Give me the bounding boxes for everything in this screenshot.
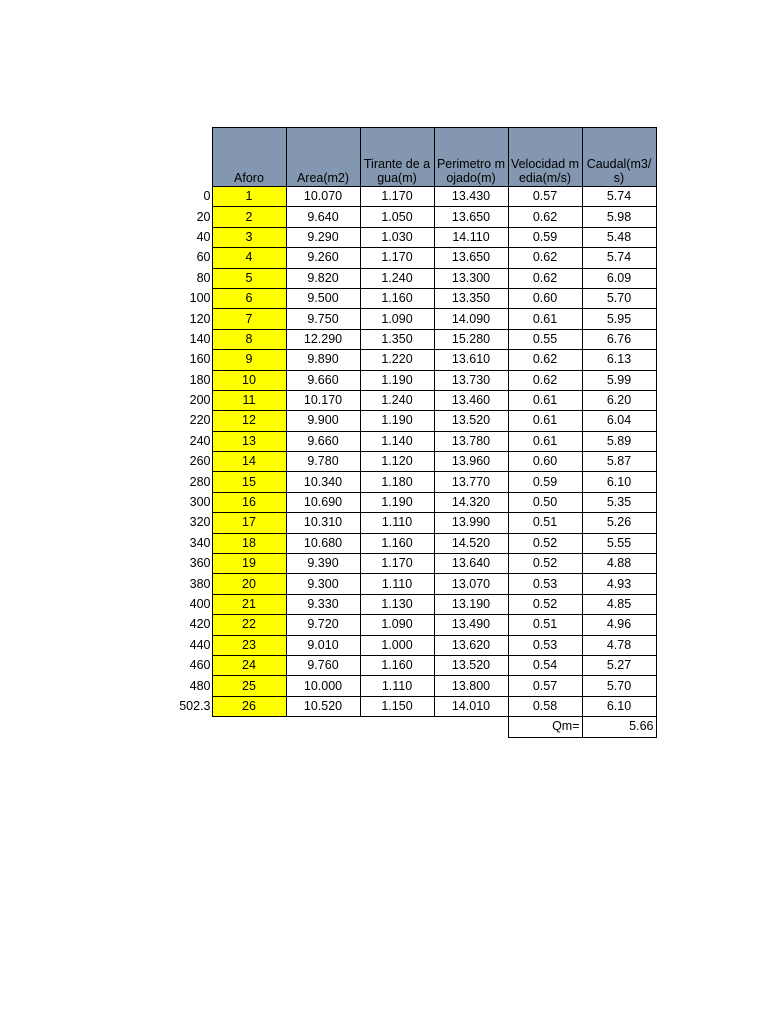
- aforo-cell[interactable]: 22: [212, 615, 286, 635]
- table-row: [172, 207, 656, 227]
- perimetro-cell[interactable]: 13.640: [434, 554, 508, 574]
- velocidad-cell[interactable]: 0.51: [508, 513, 582, 533]
- caudal-cell[interactable]: 6.20: [582, 390, 656, 410]
- aforo-cell[interactable]: 14: [212, 452, 286, 472]
- tirante-cell[interactable]: 1.350: [360, 329, 434, 349]
- table-row: [172, 227, 656, 247]
- distance-cell[interactable]: 240: [189, 433, 211, 448]
- header-perimetro[interactable]: Perimetro mojado(m): [434, 128, 508, 187]
- tirante-cell[interactable]: 1.050: [360, 207, 434, 227]
- area-cell[interactable]: 9.750: [286, 309, 360, 329]
- perimetro-cell[interactable]: 13.070: [434, 574, 508, 594]
- velocidad-cell[interactable]: 0.60: [508, 452, 582, 472]
- aforo-cell[interactable]: 8: [212, 329, 286, 349]
- aforo-cell[interactable]: 23: [212, 635, 286, 655]
- perimetro-cell[interactable]: 15.280: [434, 329, 508, 349]
- aforo-cell[interactable]: 19: [212, 554, 286, 574]
- aforo-cell[interactable]: 15: [212, 472, 286, 492]
- perimetro-cell[interactable]: 13.730: [434, 370, 508, 390]
- table-row: [172, 574, 656, 594]
- distance-cell[interactable]: 180: [189, 372, 211, 387]
- tirante-cell[interactable]: 1.110: [360, 574, 434, 594]
- caudal-cell[interactable]: 5.89: [582, 431, 656, 451]
- perimetro-cell[interactable]: 13.350: [434, 288, 508, 308]
- velocidad-cell[interactable]: 0.53: [508, 574, 582, 594]
- distance-cell[interactable]: 280: [189, 474, 211, 489]
- tirante-cell[interactable]: 1.190: [360, 411, 434, 431]
- table-row: [172, 696, 656, 716]
- aforo-cell[interactable]: 9: [212, 350, 286, 370]
- velocidad-cell[interactable]: 0.62: [508, 350, 582, 370]
- distance-cell[interactable]: 300: [189, 495, 211, 510]
- tirante-cell[interactable]: 1.170: [360, 554, 434, 574]
- table-row: [172, 350, 656, 370]
- velocidad-cell[interactable]: 0.58: [508, 696, 582, 716]
- velocidad-cell[interactable]: 0.54: [508, 655, 582, 675]
- distance-cell[interactable]: 160: [189, 352, 211, 367]
- area-cell[interactable]: 9.010: [286, 635, 360, 655]
- qm-label[interactable]: Qm=: [508, 717, 582, 737]
- velocidad-cell[interactable]: 0.52: [508, 533, 582, 553]
- area-cell[interactable]: 9.820: [286, 268, 360, 288]
- header-velocidad[interactable]: Velocidad media(m/s): [508, 128, 582, 187]
- caudal-cell[interactable]: 4.96: [582, 615, 656, 635]
- distance-cell[interactable]: 360: [189, 556, 211, 571]
- summary-spacer: [172, 717, 508, 737]
- table-row: [172, 635, 656, 655]
- aforo-cell[interactable]: 25: [212, 676, 286, 696]
- perimetro-cell[interactable]: 13.800: [434, 676, 508, 696]
- area-cell[interactable]: 10.340: [286, 472, 360, 492]
- qm-value[interactable]: 5.66: [582, 717, 656, 737]
- velocidad-cell[interactable]: 0.61: [508, 411, 582, 431]
- tirante-cell[interactable]: 1.240: [360, 268, 434, 288]
- caudal-cell[interactable]: 4.88: [582, 554, 656, 574]
- area-cell[interactable]: 10.690: [286, 492, 360, 512]
- table-row: [172, 676, 656, 696]
- distance-cell[interactable]: 340: [189, 535, 211, 550]
- table-row: [172, 655, 656, 675]
- tirante-cell[interactable]: 1.110: [360, 676, 434, 696]
- aforo-cell[interactable]: 3: [212, 227, 286, 247]
- perimetro-cell[interactable]: 13.300: [434, 268, 508, 288]
- header-tirante[interactable]: Tirante de agua(m): [360, 128, 434, 187]
- caudal-cell[interactable]: 6.09: [582, 268, 656, 288]
- perimetro-cell[interactable]: 13.490: [434, 615, 508, 635]
- distance-cell[interactable]: 440: [189, 637, 211, 652]
- perimetro-cell[interactable]: 13.620: [434, 635, 508, 655]
- caudal-cell[interactable]: 5.74: [582, 187, 656, 207]
- tirante-cell[interactable]: 1.000: [360, 635, 434, 655]
- table-row: [172, 594, 656, 614]
- area-cell[interactable]: 10.000: [286, 676, 360, 696]
- caudal-cell[interactable]: 4.93: [582, 574, 656, 594]
- velocidad-cell[interactable]: 0.50: [508, 492, 582, 512]
- area-cell[interactable]: 9.290: [286, 227, 360, 247]
- distance-cell[interactable]: 380: [189, 576, 211, 591]
- table-row: [172, 390, 656, 410]
- aforo-cell[interactable]: 13: [212, 431, 286, 451]
- caudal-cell[interactable]: 5.70: [582, 676, 656, 696]
- distance-cell[interactable]: 480: [189, 678, 211, 693]
- caudal-cell[interactable]: 6.76: [582, 329, 656, 349]
- tirante-cell[interactable]: 1.150: [360, 696, 434, 716]
- area-cell[interactable]: 10.520: [286, 696, 360, 716]
- tirante-cell[interactable]: 1.130: [360, 594, 434, 614]
- perimetro-cell[interactable]: 14.110: [434, 227, 508, 247]
- header-area[interactable]: Area(m2): [286, 128, 360, 187]
- table-row: [172, 288, 656, 308]
- perimetro-cell[interactable]: 13.780: [434, 431, 508, 451]
- distance-cell[interactable]: 220: [189, 413, 211, 428]
- area-cell[interactable]: 10.680: [286, 533, 360, 553]
- caudal-cell[interactable]: 6.13: [582, 350, 656, 370]
- area-cell[interactable]: 12.290: [286, 329, 360, 349]
- aforo-cell[interactable]: 17: [212, 513, 286, 533]
- tirante-cell[interactable]: 1.190: [360, 492, 434, 512]
- velocidad-cell[interactable]: 0.62: [508, 268, 582, 288]
- tirante-cell[interactable]: 1.170: [360, 248, 434, 268]
- area-cell[interactable]: 9.900: [286, 411, 360, 431]
- tirante-cell[interactable]: 1.220: [360, 350, 434, 370]
- aforo-cell[interactable]: 1: [212, 187, 286, 207]
- velocidad-cell[interactable]: 0.61: [508, 431, 582, 451]
- aforo-cell[interactable]: 11: [212, 390, 286, 410]
- summary-row: [172, 717, 656, 737]
- velocidad-cell[interactable]: 0.52: [508, 594, 582, 614]
- tirante-cell[interactable]: 1.170: [360, 187, 434, 207]
- caudal-cell[interactable]: 5.95: [582, 309, 656, 329]
- velocidad-cell[interactable]: 0.53: [508, 635, 582, 655]
- caudal-cell[interactable]: 5.27: [582, 655, 656, 675]
- caudal-cell[interactable]: 5.74: [582, 248, 656, 268]
- velocidad-cell[interactable]: 0.55: [508, 329, 582, 349]
- table-row: [172, 533, 656, 553]
- distance-cell[interactable]: 140: [189, 331, 211, 346]
- table-row: [172, 329, 656, 349]
- velocidad-cell[interactable]: 0.59: [508, 472, 582, 492]
- area-cell[interactable]: 10.070: [286, 187, 360, 207]
- velocidad-cell[interactable]: 0.61: [508, 390, 582, 410]
- velocidad-cell[interactable]: 0.57: [508, 187, 582, 207]
- perimetro-cell[interactable]: 13.430: [434, 187, 508, 207]
- table-row: [172, 248, 656, 268]
- distance-cell[interactable]: 80: [196, 270, 211, 285]
- table-row: [172, 309, 656, 329]
- tirante-cell[interactable]: 1.190: [360, 370, 434, 390]
- velocidad-cell[interactable]: 0.59: [508, 227, 582, 247]
- table-row: [172, 615, 656, 635]
- velocidad-cell[interactable]: 0.62: [508, 370, 582, 390]
- aforo-cell[interactable]: 5: [212, 268, 286, 288]
- perimetro-cell[interactable]: 14.010: [434, 696, 508, 716]
- aforo-cell[interactable]: 4: [212, 248, 286, 268]
- caudal-cell[interactable]: 5.98: [582, 207, 656, 227]
- area-cell[interactable]: 9.890: [286, 350, 360, 370]
- aforo-cell[interactable]: 7: [212, 309, 286, 329]
- aforo-cell[interactable]: 20: [212, 574, 286, 594]
- tirante-cell[interactable]: 1.240: [360, 390, 434, 410]
- caudal-cell[interactable]: 5.99: [582, 370, 656, 390]
- perimetro-cell[interactable]: 13.520: [434, 411, 508, 431]
- velocidad-cell[interactable]: 0.62: [508, 248, 582, 268]
- perimetro-cell[interactable]: 13.960: [434, 452, 508, 472]
- table-row: [172, 554, 656, 574]
- velocidad-cell[interactable]: 0.57: [508, 676, 582, 696]
- distance-cell[interactable]: 200: [189, 393, 211, 408]
- aforo-cell[interactable]: 21: [212, 594, 286, 614]
- distance-cell[interactable]: 120: [189, 311, 211, 326]
- tirante-cell[interactable]: 1.120: [360, 452, 434, 472]
- area-cell[interactable]: 10.170: [286, 390, 360, 410]
- tirante-cell[interactable]: 1.160: [360, 533, 434, 553]
- velocidad-cell[interactable]: 0.61: [508, 309, 582, 329]
- perimetro-cell[interactable]: 13.520: [434, 655, 508, 675]
- caudal-cell[interactable]: 5.26: [582, 513, 656, 533]
- header-aforo[interactable]: Aforo: [212, 128, 286, 187]
- perimetro-cell[interactable]: 14.520: [434, 533, 508, 553]
- tirante-cell[interactable]: 1.160: [360, 655, 434, 675]
- aforo-cell[interactable]: 10: [212, 370, 286, 390]
- tirante-cell[interactable]: 1.090: [360, 615, 434, 635]
- area-cell[interactable]: 9.260: [286, 248, 360, 268]
- area-cell[interactable]: 9.390: [286, 554, 360, 574]
- velocidad-cell[interactable]: 0.62: [508, 207, 582, 227]
- caudal-cell[interactable]: 6.10: [582, 696, 656, 716]
- distance-cell[interactable]: 400: [189, 597, 211, 611]
- distance-cell[interactable]: 100: [189, 291, 211, 306]
- caudal-cell[interactable]: 4.78: [582, 635, 656, 655]
- tirante-cell[interactable]: 1.030: [360, 227, 434, 247]
- velocidad-cell[interactable]: 0.52: [508, 554, 582, 574]
- header-blank: [172, 128, 212, 187]
- caudal-cell[interactable]: 5.48: [582, 227, 656, 247]
- distance-cell[interactable]: 502.3: [179, 698, 211, 713]
- aforo-cell[interactable]: 26: [212, 696, 286, 716]
- aforo-cell[interactable]: 12: [212, 411, 286, 431]
- distance-cell[interactable]: 320: [189, 515, 211, 530]
- perimetro-cell[interactable]: 13.650: [434, 207, 508, 227]
- perimetro-cell[interactable]: 13.650: [434, 248, 508, 268]
- spreadsheet: [172, 127, 657, 738]
- table-body: [172, 187, 656, 717]
- caudal-cell[interactable]: 6.04: [582, 411, 656, 431]
- table-row: [172, 492, 656, 512]
- table-row: [172, 472, 656, 492]
- area-cell[interactable]: 9.300: [286, 574, 360, 594]
- caudal-cell[interactable]: 5.55: [582, 533, 656, 553]
- caudal-cell[interactable]: 5.70: [582, 288, 656, 308]
- perimetro-cell[interactable]: 13.460: [434, 390, 508, 410]
- aforo-cell[interactable]: 2: [212, 207, 286, 227]
- distance-cell[interactable]: 0: [203, 189, 211, 204]
- aforo-cell[interactable]: 16: [212, 492, 286, 512]
- area-cell[interactable]: 9.720: [286, 615, 360, 635]
- caudal-cell[interactable]: 4.85: [582, 594, 656, 614]
- distance-cell[interactable]: 420: [189, 617, 211, 632]
- table-row: [172, 411, 656, 431]
- table-row: [172, 431, 656, 451]
- perimetro-cell[interactable]: 13.990: [434, 513, 508, 533]
- perimetro-cell[interactable]: 13.190: [434, 594, 508, 614]
- perimetro-cell[interactable]: 13.610: [434, 350, 508, 370]
- tirante-cell[interactable]: 1.160: [360, 288, 434, 308]
- area-cell[interactable]: 9.500: [286, 288, 360, 308]
- velocidad-cell[interactable]: 0.60: [508, 288, 582, 308]
- area-cell[interactable]: 9.640: [286, 207, 360, 227]
- tirante-cell[interactable]: 1.180: [360, 472, 434, 492]
- velocidad-cell[interactable]: 0.51: [508, 615, 582, 635]
- distance-cell[interactable]: 20: [196, 209, 211, 224]
- area-cell[interactable]: 9.780: [286, 452, 360, 472]
- table-row: [172, 370, 656, 390]
- distance-cell[interactable]: 40: [196, 229, 211, 244]
- table-row: [172, 187, 656, 207]
- perimetro-cell[interactable]: 14.090: [434, 309, 508, 329]
- area-cell[interactable]: 9.760: [286, 655, 360, 675]
- table-row: [172, 513, 656, 533]
- table-row: [172, 452, 656, 472]
- perimetro-cell[interactable]: 14.320: [434, 492, 508, 512]
- area-cell[interactable]: 10.310: [286, 513, 360, 533]
- area-cell[interactable]: 9.330: [286, 594, 360, 614]
- distance-cell[interactable]: 460: [189, 658, 211, 673]
- header-caudal[interactable]: Caudal(m3/s): [582, 128, 656, 187]
- area-cell[interactable]: 9.660: [286, 370, 360, 390]
- distance-cell[interactable]: 260: [189, 454, 211, 469]
- tirante-cell[interactable]: 1.110: [360, 513, 434, 533]
- tirante-cell[interactable]: 1.140: [360, 431, 434, 451]
- aforo-cell[interactable]: 6: [212, 288, 286, 308]
- header-row: [172, 128, 656, 187]
- caudal-cell[interactable]: 5.87: [582, 452, 656, 472]
- caudal-cell[interactable]: 5.35: [582, 492, 656, 512]
- aforo-cell[interactable]: 24: [212, 655, 286, 675]
- table-row: [172, 268, 656, 288]
- aforo-cell[interactable]: 18: [212, 533, 286, 553]
- aforo-table: [172, 127, 657, 738]
- tirante-cell[interactable]: 1.090: [360, 309, 434, 329]
- distance-cell[interactable]: 60: [196, 250, 211, 265]
- area-cell[interactable]: 9.660: [286, 431, 360, 451]
- perimetro-cell[interactable]: 13.770: [434, 472, 508, 492]
- caudal-cell[interactable]: 6.10: [582, 472, 656, 492]
